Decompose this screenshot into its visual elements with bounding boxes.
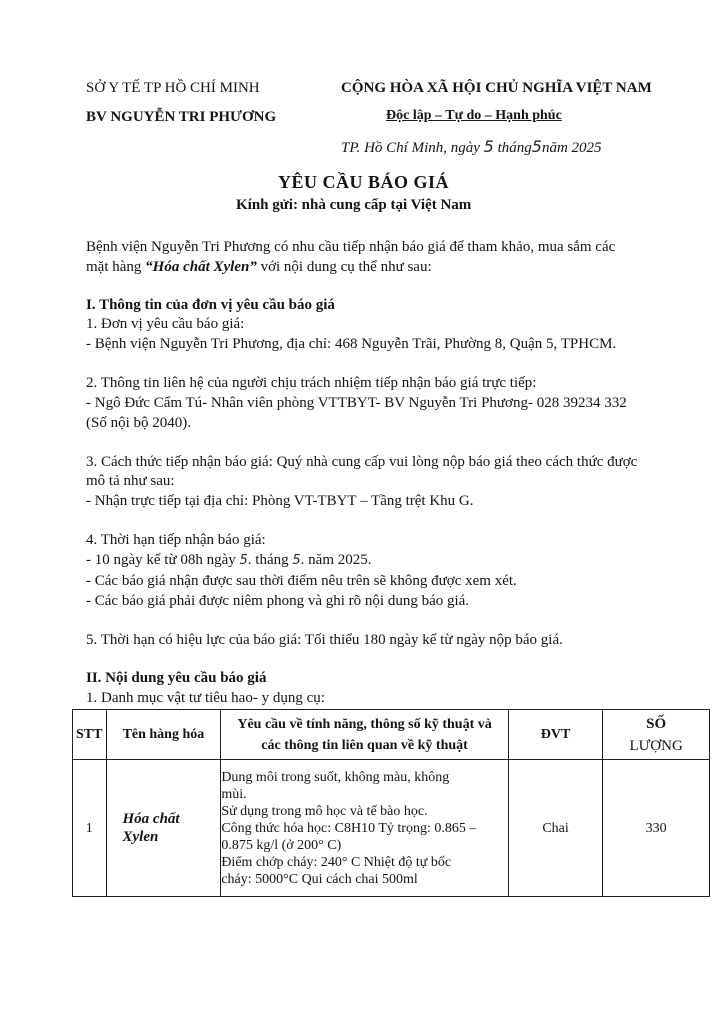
agency-name: SỞ Y TẾ TP HỒ CHÍ MINH <box>86 80 260 96</box>
header-qty <box>603 710 710 760</box>
row-name-line1: Hóa chất <box>122 811 180 827</box>
row-spec <box>221 760 509 897</box>
header-name: Tên hàng hóa <box>106 710 221 760</box>
date-prefix: TP. Hồ Chí Minh, ngày <box>341 140 480 156</box>
p4-day: 5 <box>239 553 248 568</box>
spec-line: mùi. <box>221 786 247 802</box>
spec-line: Công thức hóa học: C8H10 Tỷ trọng: 0.865 – <box>221 820 477 836</box>
table-row <box>73 760 710 897</box>
row-name <box>106 760 221 897</box>
section1-heading: I. Thông tin của đơn vị yêu cầu báo giá <box>86 297 335 313</box>
date-line <box>341 137 602 158</box>
p4-prefix: - 10 ngày kể từ 08h ngày <box>86 552 236 568</box>
section1-p1-label: 1. Đơn vị yêu cầu báo giá: <box>86 316 245 332</box>
section1-p4-line1 <box>86 550 371 571</box>
section2-heading: II. Nội dung yêu cầu báo giá <box>86 670 267 686</box>
header-spec <box>221 710 509 760</box>
section2-subheading: 1. Danh mục vật tư tiêu hao- y dụng cụ: <box>86 690 325 706</box>
header-unit: ĐVT <box>508 710 602 760</box>
section1-p3-line3: - Nhận trực tiếp tại địa chỉ: Phòng VT-TBYT – Tầng trệt Khu G. <box>86 493 474 509</box>
section1-p3-line1: 3. Cách thức tiếp nhận báo giá: Quý nhà cung cấp vui lòng nộp báo giá theo cách thức được <box>86 454 638 470</box>
table-header-row <box>73 710 710 760</box>
intro-line2-suffix: với nội dung cụ thể như sau: <box>256 259 432 275</box>
intro-line2 <box>86 257 432 277</box>
section1-p2-label: 2. Thông tin liên hệ của người chịu trách nhiệm tiếp nhận báo giá trực tiếp: <box>86 375 537 391</box>
row-qty: 330 <box>603 760 710 897</box>
spec-line: Điểm chớp cháy: 240° C Nhiệt độ tự bốc <box>221 854 452 870</box>
intro-item-name: “Hóa chất Xylen” <box>145 259 257 275</box>
p4-month-label: . tháng <box>247 552 289 568</box>
spec-line: Sử dụng trong mô học và tế bào học. <box>221 803 428 819</box>
date-year: năm 2025 <box>541 140 602 156</box>
row-unit: Chai <box>508 760 602 897</box>
section1-p1-value: - Bệnh viện Nguyễn Tri Phương, địa chỉ: 468 Nguyễn Trãi, Phường 8, Quận 5, TPHCM. <box>86 336 617 352</box>
date-month: 5 <box>531 137 542 156</box>
national-title: CỘNG HÒA XÃ HỘI CHỦ NGHĨA VIỆT NAM <box>341 80 652 96</box>
p4-month: 5 <box>292 553 301 568</box>
header-qty-line2: LƯỢNG <box>629 737 683 754</box>
section1-p2-line1: - Ngô Đức Cẩm Tú- Nhân viên phòng VTTBYT- BV Nguyễn Tri Phương- 028 39234 332 <box>86 395 627 411</box>
spec-line: 0.875 kg/l (ở 200° C) <box>221 837 342 853</box>
recipient-line: Kính gửi: nhà cung cấp tại Việt Nam <box>236 197 472 213</box>
p4-year: . năm 2025. <box>300 552 372 568</box>
hospital-name: BV NGUYỄN TRI PHƯƠNG <box>86 109 277 125</box>
section1-p2-line2: (Số nội bộ 2040). <box>86 415 191 431</box>
section1-p4-label: 4. Thời hạn tiếp nhận báo giá: <box>86 532 266 548</box>
section1-p4-line3: - Các báo giá phải được niêm phong và ghi rõ nội dung báo giá. <box>86 593 470 609</box>
row-name-line2: Xylen <box>122 829 159 845</box>
items-table <box>72 709 710 897</box>
section1-p4-line2: - Các báo giá nhận được sau thời điểm nêu trên sẽ không được xem xét. <box>86 573 517 589</box>
header-spec-line1: Yêu cầu về tính năng, thông số kỹ thuật và <box>237 716 492 732</box>
spec-line: Dung môi trong suốt, không màu, không <box>221 769 450 785</box>
header-spec-line2: các thông tin liên quan về kỹ thuật <box>261 737 468 753</box>
row-stt: 1 <box>73 760 107 897</box>
spec-line: cháy: 5000°C Qui cách chai 500ml <box>221 871 418 887</box>
section1-p5: 5. Thời hạn có hiệu lực của báo giá: Tối thiểu 180 ngày kể từ ngày nộp báo giá. <box>86 632 563 648</box>
national-motto: Độc lập – Tự do – Hạnh phúc <box>386 108 562 123</box>
section1-p3-line2: mô tả như sau: <box>86 473 175 489</box>
header-stt: STT <box>73 710 107 760</box>
date-day: 5 <box>483 137 494 156</box>
intro-line1: Bệnh viện Nguyễn Tri Phương có nhu cầu tiếp nhận báo giá để tham khảo, mua sắm các <box>86 239 616 255</box>
intro-line2-prefix: mặt hàng <box>86 259 146 275</box>
date-month-label: tháng <box>497 140 532 156</box>
header-qty-line1: SỐ <box>646 715 667 732</box>
document-title: YÊU CẦU BÁO GIÁ <box>278 172 450 192</box>
